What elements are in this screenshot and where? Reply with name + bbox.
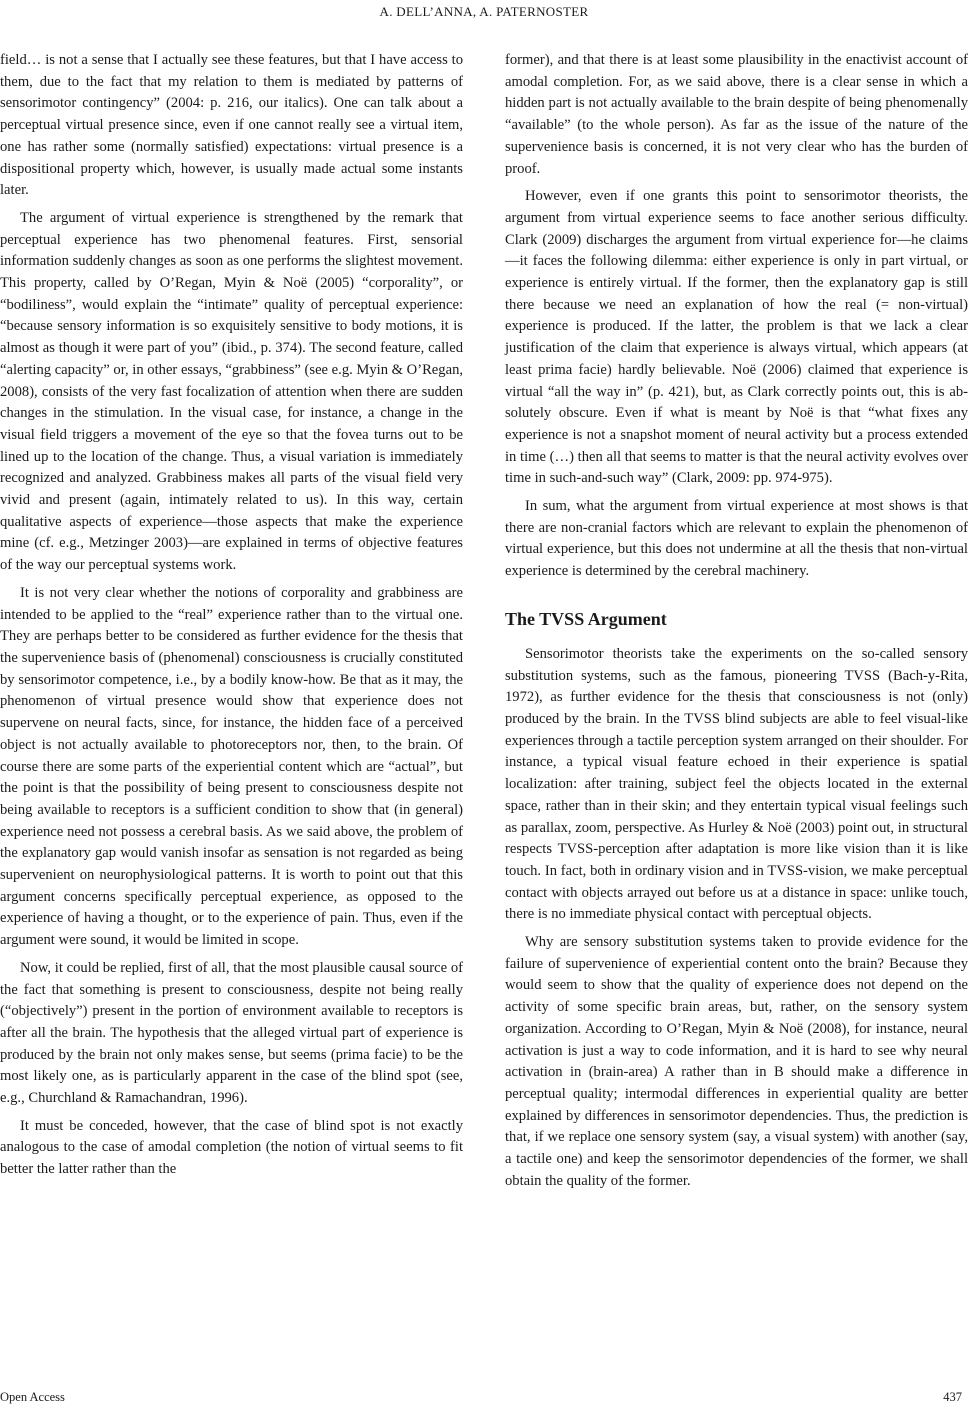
journal-name: Open Access (0, 1390, 65, 1404)
paragraph: former), and that there is at least some plausibility in the enactivist account of amodal completion. For, as we said above, there is a clear sense in which a hidden part is not actually available to the brain despite of being phenomenally “available” (to the whole person). As far as the issue of the nature of the supervenience basis is concerned, it is not very clear who has the burden of proof. (505, 52, 968, 177)
running-head: A. DELL’ANNA, A. PATERNOSTER (379, 4, 589, 19)
paragraph: Why are sensory substitution systems taken to provide evidence for the failure of supervenience of experiential content onto the brain? Because they would seem to show that the quality of experience does not depend on the activity of some specific brain areas, but, rather, on the sensory system organization. According to O’Regan, Myin & Noë (2008), for instance, neural activation is just a way to code information, and it is hard to see why neural activation in (brain-area) A rather than in B should make a difference in perceptual quality; intermodal differences in experiential quality are better explained by differences in sensorimotor dependencies. Thus, the prediction is that, if we replace one sensory system (say, a visual system) with another (say, a tactile one) and keep the sensorimotor dependencies of the former, we shall obtain the quality of the former. (505, 934, 968, 1189)
paragraph: It is not very clear whether the notions of corporality and grabbiness are intended to be applied to the “real” experience rather than to the virtual one. They are perhaps better to be considered as further evidence for the thesis that the supervenience basis of (phenomenal) consciousness is crucially constituted by sensorimotor competence, i.e., by a bodily know-how. Be that as it may, the phenomenon of virtual presence would show that experience does not supervene on neural facts, since, for instance, the hidden face of a perceived object is not actually available to photoreceptors nor, then, to the brain. Of course there are some parts of the experiential content which are “actual”, but the point is that the possibility of being present to consciousness despite not being available to receptors is a sufficient condition to show that (in general) experience need not possess a cerebral basis. As we said above, the problem of the explanatory gap would vanish insofar as sensation is not regarded as being supervenient on neurophysiological patterns. It is worth to point out that this argument concerns specifically perceptual experience, as opposed to the experience of having a thought, or to the experience of pain. Thus, even if the argument were sound, it would be limited in scope. (0, 584, 463, 949)
paragraph: However, even if one grants this point to sensorimotor theorists, the argument from virtual experience seems to face another serious difficulty. Clark (2009) discharges the argument from virtual experience for—he claims—it faces the following dilemma: either experience is only in part virtual, or experience is entirely virtual. If the former, then the explanatory gap is still there because we need an explanation of how the real (= non-virtual) experience is produced. If the latter, the problem is that we lack a clear justification of the claim that experience is always virtual, which appears (at least prima facie) hardly believable. Noë (2006) claimed that experience is virtual “all the way in” (p. 421), but, as Clark correctly points out, this is absolutely obscure. Even if what is meant by Noë is that “what fixes any experience is not a snapshot moment of neural activity but a process extended in time (…) then all that seems to matter is that the neural activity evolves over time in such-and-such way” (Clark, 2009: pp. 974-975). (505, 188, 968, 487)
paragraph: In sum, what the argument from virtual experience at most shows is that there are non-cranial factors which are relevant to explain the phenomenon of virtual experience, but this does not undermine at all the thesis that non-virtual experience is determined by the cerebral machinery. (505, 498, 968, 580)
paragraph: field… is not a sense that I actually see these features, but that I have access to them, due to the fact that my relation to them is mediated by patterns of sensorimotor contingency” (2004: p. 216, our italics). One can talk about a perceptual virtual presence since, even if one cannot really see a virtual item, one has rather some (normally satisfied) expectations: virtual presence is a dispositional property which, however, is usually made actual some instants later. (0, 52, 463, 199)
left-column (0, 50, 463, 1181)
right-column (505, 50, 968, 1192)
paragraph: Now, it could be replied, first of all, that the most plausible causal source of the fact that something is present to consciousness, despite not being really (“objectively”) present in the portion of environment available to receptors is after all the brain. The hypothesis that the alleged virtual part of experience is produced by the brain not only makes sense, but seems (prima facie) to be the most likely one, as is particularly apparent in the case of the blind spot (see, e.g., Churchland & Ramachandran, 1996). (0, 959, 463, 1107)
paragraph: It must be conceded, however, that the case of blind spot is not exactly analogous to the case of amodal completion (the notion of virtual seems to fit better the latter rather than the (0, 1117, 463, 1178)
paragraph: Sensorimotor theorists take the experiments on the so-called sensory substitution systems, such as the famous, pioneering TVSS (Bach-y-Rita, 1972), as further evidence for the thesis that consciousness is not (only) produced by the brain. In the TVSS blind subjects are able to feel visual-like experiences through a tactile perception system arranged on their shoulder. For instance, a typical visual feature echoed in their experience is spatial localization: after training, subject feel the objects located in the external space, rather than in their skin; and they entertain typical visual feelings such as parallax, zoom, perspective. As Hurley & Noë (2003) point out, in structural respects TVSS-perception after adaptation is more like vision than it is like touch. In fact, both in ordinary vision and in TVSS-vision, we make perceptual contact with objects arrayed out before us at a distance in space: unlike touch, there is no immediate physical contact with perceptual objects. (505, 645, 968, 923)
paragraph: The argument of virtual experience is strengthened by the remark that perceptual experience has two phenomenal features. First, sensorial information suddenly changes as soon as one performs the slightest movement. This property, called by O’Regan, Myin & Noë (2005) “corporality”, or “bodiliness”, would explain the “intimate” quality of perceptual experience: “because sensory information is so exquisitely sensitive to body motions, it is almost as though it were part of you” (ibid., p. 374). The second feature, called “alerting capacity” or, in other essays, “grabbiness” (see e.g. Myin & O’Regan, 2008), consists of the very fast focalization of attention when there are sudden changes in the stimulation. In the visual case, for instance, a change in the visual field triggers a movement of the eye so that the fovea turns out to be lined up to the location of the change. Thus, a visual variation is immediately recognized and analyzed. Grabbiness makes all parts of the visual field very vivid and present (again, intimately related to us). In this way, certain qualitative aspects of experience—those aspects that make the experience mine (cf. e.g., Metzinger 2003)—are explained in terms of objective features of the way our perceptual systems work. (0, 209, 464, 574)
page-number: 437 (943, 1390, 962, 1404)
page-footer (0, 1390, 968, 1410)
section-heading: The TVSS Argument (505, 608, 667, 629)
